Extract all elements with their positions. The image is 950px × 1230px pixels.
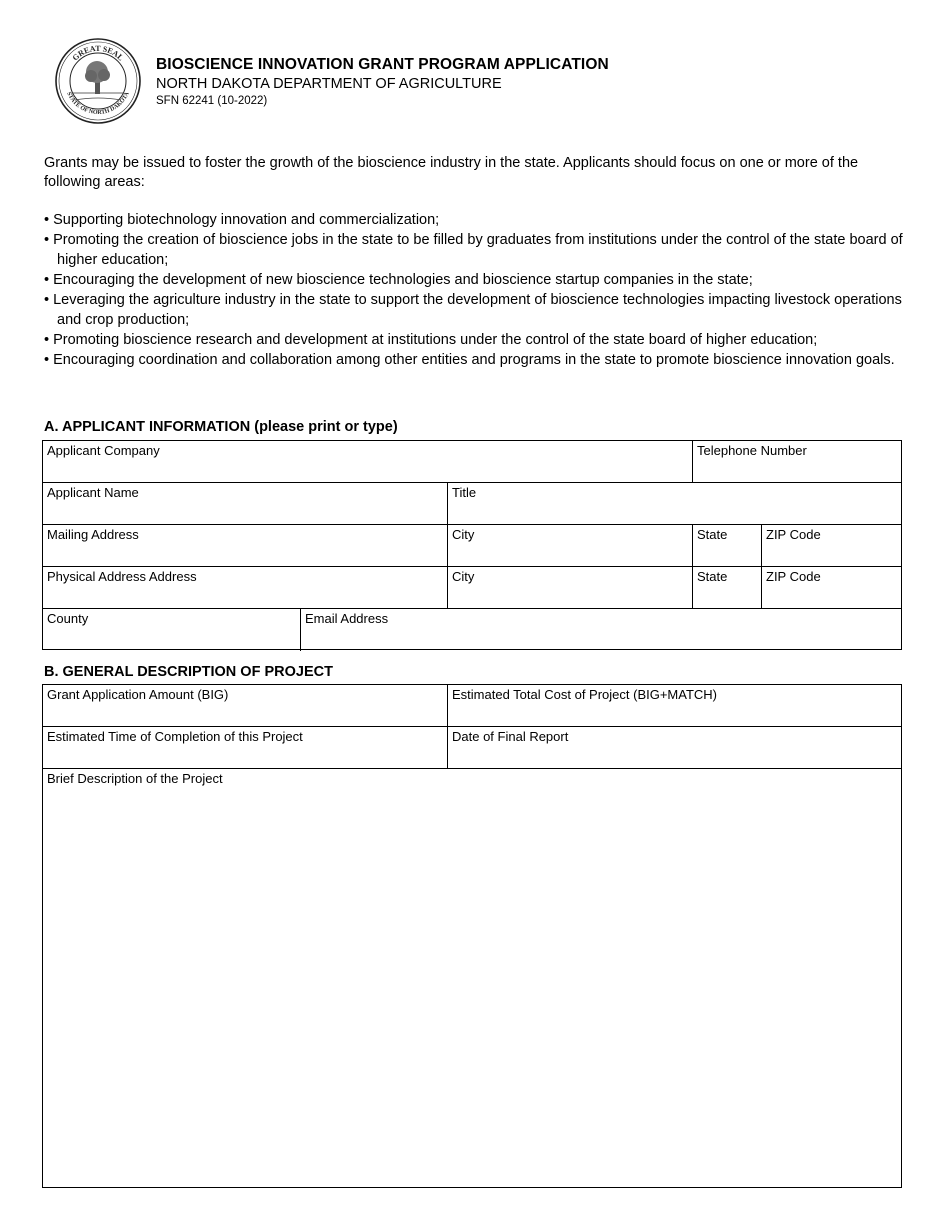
field-label: Grant Application Amount (BIG) (47, 687, 229, 702)
title-field[interactable] (448, 483, 901, 524)
mailing-address-field[interactable] (43, 525, 448, 566)
field-label: Mailing Address (47, 527, 139, 542)
physical-zip-field[interactable] (762, 567, 901, 608)
list-item: • Promoting the creation of bioscience jobs in the state to be filled by graduates from institutions under the control of the state board of higher education; (44, 232, 903, 268)
field-label: Title (452, 485, 477, 500)
field-label: City (452, 569, 475, 584)
field-label: City (452, 527, 475, 542)
intro-paragraph: Grants may be issued to foster the growth of the bioscience industry in the state. Applicants should focus on one or more of the following areas: (44, 155, 859, 190)
form-number: SFN 62241 (10-2022) (156, 95, 268, 107)
field-label: Brief Description of the Project (47, 771, 223, 786)
state-seal-logo (55, 38, 141, 124)
county-field[interactable] (43, 609, 301, 651)
completion-time-field[interactable] (43, 727, 448, 768)
field-label: State (697, 569, 728, 584)
field-label: Applicant Company (47, 443, 160, 458)
field-label: ZIP Code (766, 569, 821, 584)
field-label: County (47, 611, 89, 626)
mailing-city-field[interactable] (448, 525, 693, 566)
field-label: Email Address (305, 611, 389, 626)
total-cost-field[interactable] (448, 685, 901, 726)
list-item: • Supporting biotechnology innovation and commercialization; (44, 212, 440, 228)
form-title: BIOSCIENCE INNOVATION GRANT PROGRAM APPLICATION (156, 56, 609, 73)
field-label: Physical Address Address (47, 569, 197, 584)
seal-text-bottom: STATE OF NORTH DAKOTA (65, 91, 131, 117)
applicant-information-table (42, 440, 902, 650)
telephone-field[interactable] (693, 441, 901, 482)
final-report-date-field[interactable] (448, 727, 901, 768)
department-name: NORTH DAKOTA DEPARTMENT OF AGRICULTURE (156, 76, 502, 92)
applicant-company-field[interactable] (43, 441, 693, 482)
email-field[interactable] (301, 609, 901, 651)
physical-address-field[interactable] (43, 567, 448, 608)
mailing-zip-field[interactable] (762, 525, 901, 566)
mailing-state-field[interactable] (693, 525, 762, 566)
field-label: Date of Final Report (452, 729, 569, 744)
seal-text-top: GREAT SEAL (70, 43, 126, 63)
brief-description-field[interactable] (43, 769, 901, 1187)
field-label: State (697, 527, 728, 542)
section-b-heading: B. GENERAL DESCRIPTION OF PROJECT (44, 664, 333, 680)
list-item: • Promoting bioscience research and development at institutions under the control of the state board of higher education; (44, 332, 818, 348)
focus-areas-list (44, 210, 904, 370)
list-item: • Encouraging the development of new bioscience technologies and bioscience startup companies in the state; (44, 272, 753, 288)
section-a-heading: A. APPLICANT INFORMATION (please print or type) (44, 419, 398, 435)
applicant-name-field[interactable] (43, 483, 448, 524)
field-label: Estimated Total Cost of Project (BIG+MATCH) (452, 687, 718, 702)
field-label: Telephone Number (697, 443, 807, 458)
field-label: Estimated Time of Completion of this Project (47, 729, 303, 744)
list-item: • Leveraging the agriculture industry in the state to support the development of bioscience technologies impacting livestock operations and crop production; (44, 292, 902, 328)
project-description-table (42, 684, 902, 1188)
grant-amount-field[interactable] (43, 685, 448, 726)
physical-city-field[interactable] (448, 567, 693, 608)
field-label: ZIP Code (766, 527, 821, 542)
physical-state-field[interactable] (693, 567, 762, 608)
list-item: • Encouraging coordination and collaboration among other entities and programs in the state to promote bioscience innovation goals. (44, 352, 895, 368)
field-label: Applicant Name (47, 485, 139, 500)
